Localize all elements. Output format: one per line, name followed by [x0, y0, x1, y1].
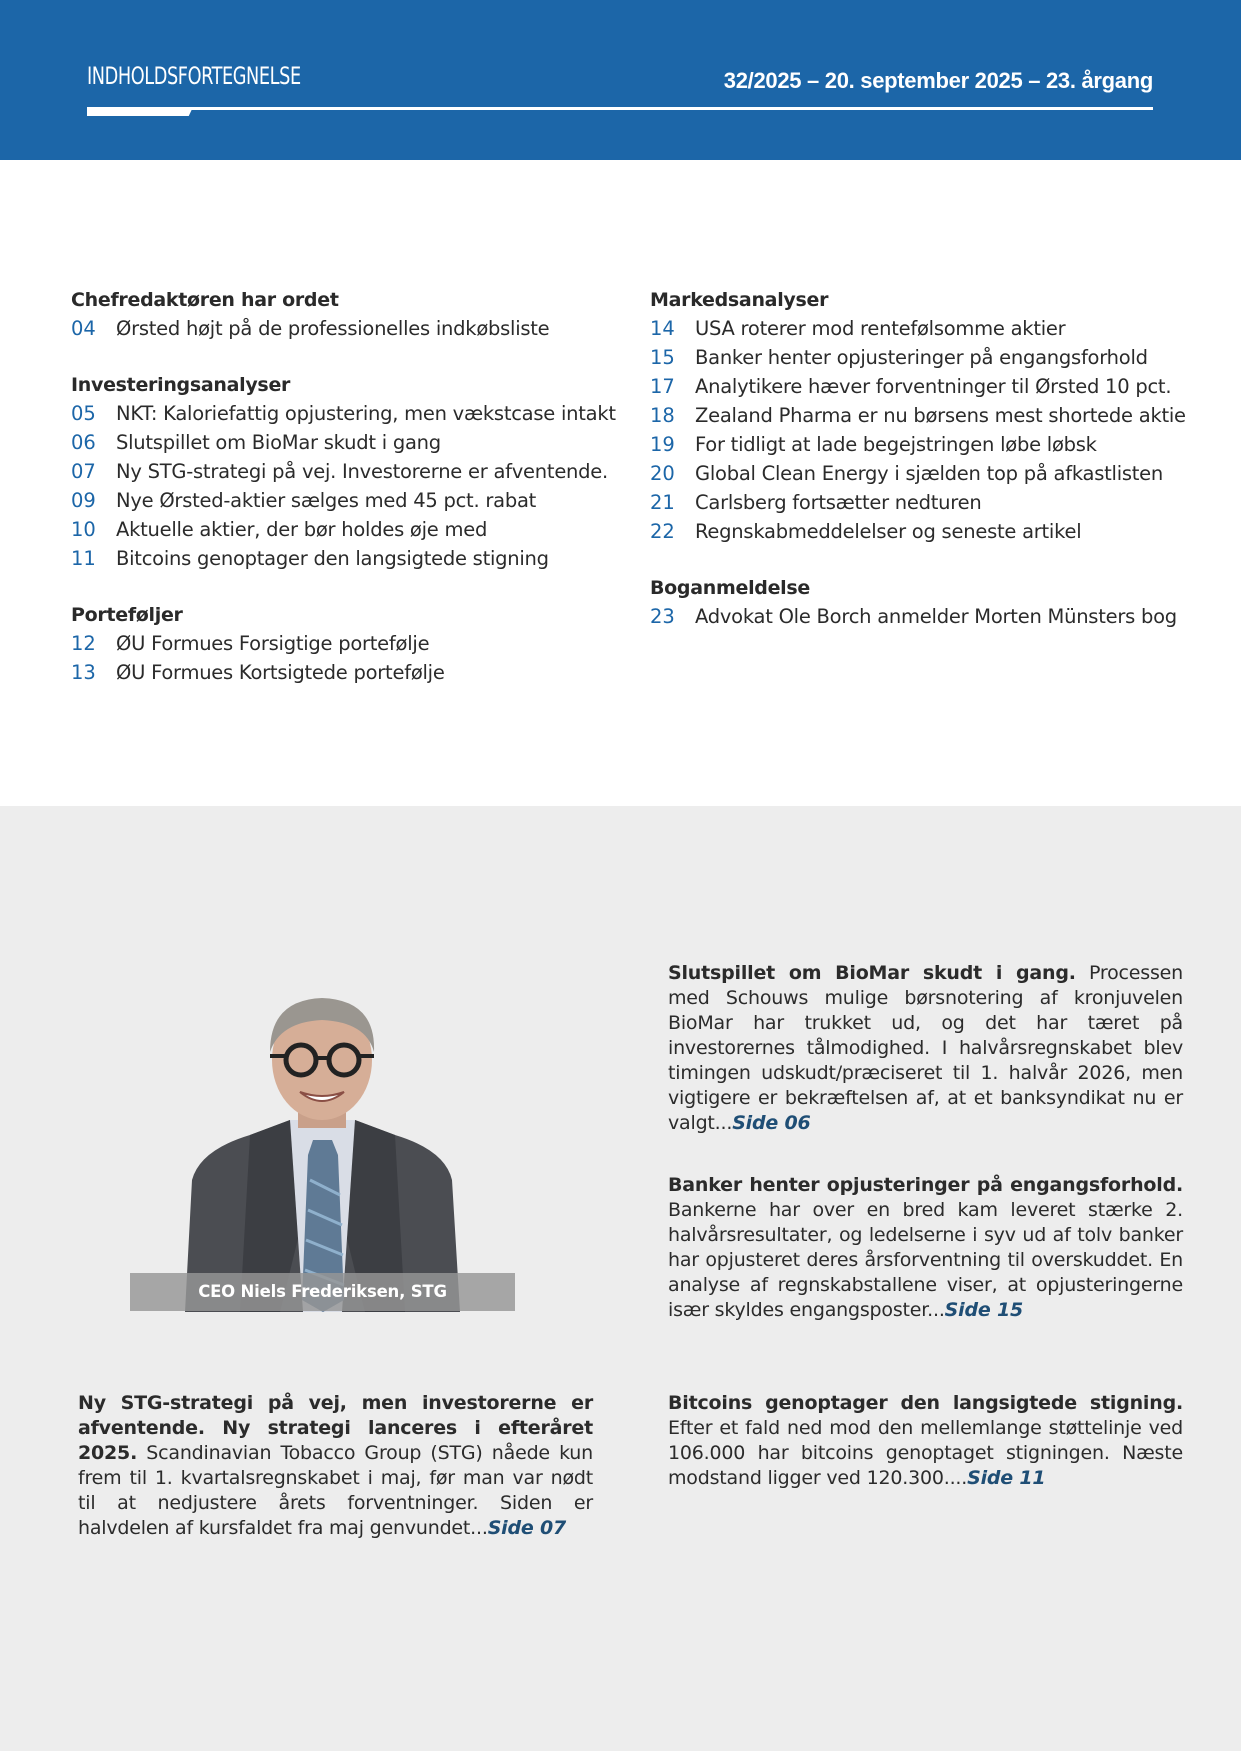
toc-item-title: Nye Ørsted-aktier sælges med 45 pct. rabat — [116, 489, 537, 512]
toc-item[interactable] — [650, 401, 1186, 430]
toc-item-title: ØU Formues Forsigtige portefølje — [116, 632, 430, 655]
toc-item[interactable] — [71, 399, 616, 428]
toc-page-number: 15 — [650, 346, 675, 369]
toc-heading: Investeringsanalyser — [71, 374, 291, 396]
toc-item[interactable] — [71, 457, 616, 486]
toc-item[interactable] — [650, 488, 1186, 517]
toc-item[interactable] — [71, 629, 616, 658]
toc-heading: Markedsanalyser — [650, 289, 829, 311]
toc-section-boganmeldelse — [650, 575, 1186, 631]
toc-page-number: 10 — [71, 518, 96, 541]
toc-heading: Porteføljer — [71, 604, 183, 626]
toc-item-title: Aktuelle aktier, der bør holdes øje med — [116, 518, 488, 541]
toc-page-number: 11 — [71, 547, 96, 570]
toc-item[interactable] — [650, 602, 1186, 631]
toc-item-title: Banker henter opjusteringer på engangsforhold — [695, 346, 1148, 369]
toc-item-title: Regnskabmeddelelser og seneste artikel — [695, 520, 1082, 543]
toc-item[interactable] — [71, 658, 616, 687]
teaser-page-link[interactable]: Side 11 — [967, 1467, 1046, 1489]
toc-item[interactable] — [71, 486, 616, 515]
toc-item-title: Zealand Pharma er nu børsens mest shortede aktie — [695, 404, 1186, 427]
header-accent-tab — [87, 107, 193, 116]
teaser-page-link[interactable]: Side 15 — [944, 1299, 1024, 1321]
toc-section-investeringsanalyser — [71, 372, 616, 573]
teaser-page-link[interactable]: Side 06 — [732, 1112, 811, 1134]
toc-section-markedsanalyser — [650, 287, 1186, 546]
toc-page-number: 21 — [650, 491, 675, 514]
toc-page-number: 14 — [650, 317, 675, 340]
toc-page-number: 13 — [71, 661, 96, 684]
toc-item[interactable] — [71, 515, 616, 544]
toc-page-number: 20 — [650, 462, 675, 485]
ceo-portrait-photo — [130, 980, 515, 1312]
photo-caption: CEO Niels Frederiksen, STG — [130, 1273, 515, 1311]
toc-item-title: Advokat Ole Borch anmelder Morten Münsters bog — [695, 605, 1177, 628]
teaser-bitcoin — [668, 1391, 1183, 1491]
teaser-title: Slutspillet om BioMar skudt i gang. — [668, 962, 1076, 984]
toc-item-title: Analytikere hæver forventninger til Ørsted 10 pct. — [695, 375, 1172, 398]
toc-heading: Boganmeldelse — [650, 577, 810, 599]
toc-page-number: 06 — [71, 431, 96, 454]
toc-page-number: 05 — [71, 402, 96, 425]
teaser-stg — [78, 1391, 593, 1541]
teaser-body: Scandinavian Tobacco Group (STG) nåede kun frem til 1. kvartalsregnskabet i maj, før man var nødt til at nedjustere årets forventninger. Siden er halvdelen af kursfaldet fra maj genvundet... — [78, 1442, 593, 1539]
toc-item[interactable] — [650, 314, 1186, 343]
teaser-page-link[interactable]: Side 07 — [487, 1517, 567, 1539]
toc-item-title: Ørsted højt på de professionelles indkøbsliste — [116, 317, 550, 340]
toc-item-title: Bitcoins genoptager den langsigtede stigning — [116, 547, 549, 570]
toc-page-number: 17 — [650, 375, 675, 398]
toc-item[interactable] — [650, 459, 1186, 488]
toc-right-column — [650, 287, 1186, 660]
teaser-banker — [668, 1173, 1183, 1323]
toc-item-title: Ny STG-strategi på vej. Investorerne er afventende. — [116, 460, 608, 483]
teaser-title: Bitcoins genoptager den langsigtede stigning. — [668, 1392, 1183, 1414]
toc-left-column — [71, 287, 616, 716]
toc-section-portefoljer — [71, 602, 616, 687]
toc-page-number: 19 — [650, 433, 675, 456]
toc-item[interactable] — [650, 517, 1186, 546]
toc-item-title: USA roterer mod rentefølsomme aktier — [695, 317, 1066, 340]
toc-item-title: NKT: Kaloriefattig opjustering, men vækstcase intakt — [116, 402, 616, 425]
toc-page-number: 07 — [71, 460, 96, 483]
toc-page-number: 22 — [650, 520, 675, 543]
teaser-title: Banker henter opjusteringer på engangsforhold. — [668, 1174, 1183, 1196]
toc-page-number: 04 — [71, 317, 96, 340]
toc-item[interactable] — [650, 343, 1186, 372]
toc-page-number: 09 — [71, 489, 96, 512]
toc-item[interactable] — [650, 372, 1186, 401]
teaser-body: Processen med Schouws mulige børsnotering af kronjuvelen BioMar har trukket ud, og det har tæret på investorernes tålmodighed. I halvårsregnskabet blev timingen udskudt/præciseret til 1. halvår 2026, men vigtigere er bekræftelsen af, at et banksyndikat nu er valgt... — [668, 962, 1183, 1134]
toc-heading: Chefredaktøren har ordet — [71, 289, 339, 311]
toc-page-number: 18 — [650, 404, 675, 427]
teaser-body: Bankerne har over en bred kam leveret stærke 2. halvårsresultater, og ledelserne i syv ud af tolv banker har opjusteret deres årsforventning til overskuddet. En analyse af regnskabstallene viser, at opjusteringerne især skyldes engangsposter... — [668, 1199, 1183, 1321]
toc-section-chefredaktoren — [71, 287, 616, 343]
toc-item-title: Global Clean Energy i sjælden top på afkastlisten — [695, 462, 1164, 485]
toc-item-title: Slutspillet om BioMar skudt i gang — [116, 431, 441, 454]
issue-info: 32/2025 – 20. september 2025 – 23. årgang — [723, 68, 1153, 93]
teaser-body: Efter et fald ned mod den mellemlange støttelinje ved 106.000 har bitcoins genoptaget stigningen. Næste modstand ligger ved 120.300.... — [668, 1417, 1183, 1489]
toc-item[interactable] — [71, 428, 616, 457]
toc-item[interactable] — [650, 430, 1186, 459]
toc-item-title: For tidligt at lade begejstringen løbe løbsk — [695, 433, 1097, 456]
teaser-title: Ny STG-strategi på vej, men investorerne er afventende. Ny strategi lanceres i efteråret 2025. — [78, 1392, 593, 1464]
toc-item[interactable] — [71, 314, 616, 343]
toc-item-title: Carlsberg fortsætter nedturen — [695, 491, 982, 514]
toc-page-number: 12 — [71, 632, 96, 655]
header-divider — [87, 107, 1153, 110]
toc-page-number: 23 — [650, 605, 675, 628]
page-header — [0, 0, 1241, 160]
page-title: INDHOLDSFORTEGNELSE — [87, 62, 301, 90]
toc-item-title: ØU Formues Kortsigtede portefølje — [116, 661, 445, 684]
teaser-biomar — [668, 961, 1183, 1136]
toc-item[interactable] — [71, 544, 616, 573]
portrait-illustration — [130, 980, 515, 1312]
